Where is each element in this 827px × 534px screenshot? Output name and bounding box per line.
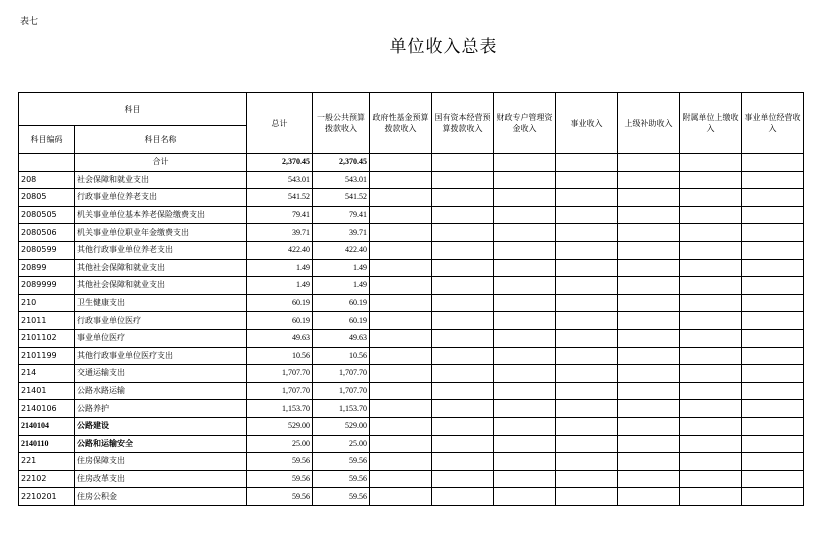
empty-cell <box>618 171 680 189</box>
empty-cell <box>680 206 742 224</box>
empty-cell <box>680 241 742 259</box>
empty-cell <box>556 171 618 189</box>
table-row <box>19 294 804 312</box>
empty-cell <box>432 171 494 189</box>
row-name: 卫生健康支出 <box>75 294 247 312</box>
empty-cell <box>494 241 556 259</box>
empty-cell <box>556 453 618 471</box>
row-total: 1,707.70 <box>247 365 313 383</box>
empty-cell <box>494 224 556 242</box>
empty-cell <box>618 470 680 488</box>
table-row <box>19 171 804 189</box>
row-total: 39.71 <box>247 224 313 242</box>
empty-cell <box>742 294 804 312</box>
row-total: 10.56 <box>247 347 313 365</box>
empty-cell <box>742 312 804 330</box>
empty-cell <box>680 154 742 172</box>
empty-cell <box>370 453 432 471</box>
empty-cell <box>432 329 494 347</box>
header-business: 事业收入 <box>556 93 618 154</box>
header-special-mgmt: 财政专户管理资金收入 <box>494 93 556 154</box>
empty-cell <box>680 277 742 295</box>
empty-cell <box>556 241 618 259</box>
table-row <box>19 470 804 488</box>
empty-cell <box>618 206 680 224</box>
empty-cell <box>742 417 804 435</box>
page-title: 单位收入总表 <box>389 37 498 57</box>
row-general: 1,153.70 <box>313 400 370 418</box>
empty-cell <box>742 259 804 277</box>
header-subject-code: 科目编码 <box>19 126 75 154</box>
row-total: 1.49 <box>247 277 313 295</box>
table-row <box>19 206 804 224</box>
empty-cell <box>680 347 742 365</box>
empty-cell <box>618 365 680 383</box>
empty-cell <box>556 294 618 312</box>
empty-cell <box>680 259 742 277</box>
empty-cell <box>556 417 618 435</box>
header-superior-subsidy: 上级补助收入 <box>618 93 680 154</box>
header-state-capital: 国有资本经营预算拨款收入 <box>432 93 494 154</box>
empty-cell <box>370 241 432 259</box>
empty-cell <box>742 470 804 488</box>
empty-cell <box>618 400 680 418</box>
empty-cell <box>432 206 494 224</box>
empty-cell <box>556 224 618 242</box>
row-code: 210 <box>19 294 75 312</box>
empty-cell <box>742 277 804 295</box>
row-name: 公路水路运输 <box>75 382 247 400</box>
row-code: 22102 <box>19 470 75 488</box>
empty-cell <box>494 189 556 207</box>
empty-cell <box>618 312 680 330</box>
empty-cell <box>556 435 618 453</box>
row-code: 2080506 <box>19 224 75 242</box>
row-name: 行政事业单位医疗 <box>75 312 247 330</box>
table-row <box>19 329 804 347</box>
row-general: 1,707.70 <box>313 365 370 383</box>
row-total: 543.01 <box>247 171 313 189</box>
row-general: 60.19 <box>313 294 370 312</box>
row-total: 422.40 <box>247 241 313 259</box>
empty-cell <box>742 154 804 172</box>
empty-cell <box>680 400 742 418</box>
empty-cell <box>432 382 494 400</box>
row-code: 214 <box>19 365 75 383</box>
empty-cell <box>370 312 432 330</box>
row-general: 59.56 <box>313 453 370 471</box>
row-code: 2101199 <box>19 347 75 365</box>
empty-cell <box>742 400 804 418</box>
row-name: 其他社会保障和就业支出 <box>75 277 247 295</box>
row-general: 39.71 <box>313 224 370 242</box>
empty-cell <box>618 241 680 259</box>
row-code: 21401 <box>19 382 75 400</box>
row-general: 79.41 <box>313 206 370 224</box>
row-code: 2210201 <box>19 488 75 506</box>
empty-cell <box>370 224 432 242</box>
total-general: 2,370.45 <box>313 154 370 172</box>
table-row <box>19 241 804 259</box>
row-code: 21011 <box>19 312 75 330</box>
row-general: 59.56 <box>313 488 370 506</box>
empty-cell <box>432 189 494 207</box>
row-code: 2140106 <box>19 400 75 418</box>
row-general: 25.00 <box>313 435 370 453</box>
table-row <box>19 277 804 295</box>
row-name: 其他社会保障和就业支出 <box>75 259 247 277</box>
empty-cell <box>494 400 556 418</box>
empty-cell <box>618 435 680 453</box>
empty-cell <box>742 189 804 207</box>
empty-cell <box>370 329 432 347</box>
empty-cell <box>432 488 494 506</box>
empty-cell <box>370 154 432 172</box>
row-total: 60.19 <box>247 294 313 312</box>
empty-cell <box>370 365 432 383</box>
total-label: 合计 <box>75 154 247 172</box>
row-name: 公路和运输安全 <box>75 435 247 453</box>
empty-cell <box>432 453 494 471</box>
row-total: 49.63 <box>247 329 313 347</box>
empty-cell <box>494 294 556 312</box>
empty-cell <box>618 277 680 295</box>
row-total: 541.52 <box>247 189 313 207</box>
row-name: 住房保障支出 <box>75 453 247 471</box>
empty-cell <box>680 417 742 435</box>
row-name: 交通运输支出 <box>75 365 247 383</box>
empty-cell <box>742 329 804 347</box>
empty-cell <box>494 171 556 189</box>
header-subsidiary-turnover: 附属单位上缴收入 <box>680 93 742 154</box>
empty-cell <box>494 259 556 277</box>
empty-cell <box>494 312 556 330</box>
empty-cell <box>618 294 680 312</box>
empty-cell <box>680 382 742 400</box>
empty-cell <box>556 329 618 347</box>
header-total: 总计 <box>247 93 313 154</box>
row-code: 2080505 <box>19 206 75 224</box>
empty-cell <box>432 435 494 453</box>
row-total: 60.19 <box>247 312 313 330</box>
empty-cell <box>432 241 494 259</box>
table-row <box>19 259 804 277</box>
empty-cell <box>618 329 680 347</box>
empty-cell <box>370 206 432 224</box>
table-row <box>19 400 804 418</box>
row-total: 529.00 <box>247 417 313 435</box>
table-row <box>19 312 804 330</box>
empty-cell <box>680 365 742 383</box>
row-general: 1.49 <box>313 259 370 277</box>
empty-cell <box>556 365 618 383</box>
empty-cell <box>370 488 432 506</box>
empty-cell <box>370 347 432 365</box>
row-name: 住房改革支出 <box>75 470 247 488</box>
empty-cell <box>432 154 494 172</box>
empty-cell <box>680 171 742 189</box>
empty-cell <box>370 294 432 312</box>
row-name: 机关事业单位基本养老保险缴费支出 <box>75 206 247 224</box>
row-general: 60.19 <box>313 312 370 330</box>
empty-cell <box>556 259 618 277</box>
empty-cell <box>556 206 618 224</box>
empty-cell <box>618 453 680 471</box>
empty-cell <box>742 435 804 453</box>
empty-cell <box>432 417 494 435</box>
table-row <box>19 417 804 435</box>
empty-cell <box>432 259 494 277</box>
empty-cell <box>556 312 618 330</box>
empty-cell <box>432 312 494 330</box>
empty-cell <box>742 453 804 471</box>
table-row <box>19 347 804 365</box>
empty-cell <box>556 488 618 506</box>
empty-cell <box>432 224 494 242</box>
empty-cell <box>556 470 618 488</box>
row-general: 59.56 <box>313 470 370 488</box>
header-subject-name: 科目名称 <box>75 126 247 154</box>
table-row <box>19 488 804 506</box>
row-name: 其他行政事业单位医疗支出 <box>75 347 247 365</box>
row-general: 1,707.70 <box>313 382 370 400</box>
empty-cell <box>432 347 494 365</box>
empty-cell <box>680 453 742 471</box>
row-code: 20805 <box>19 189 75 207</box>
empty-cell <box>494 417 556 435</box>
row-total: 59.56 <box>247 453 313 471</box>
header-subject: 科目 <box>19 93 247 126</box>
empty-cell <box>680 312 742 330</box>
empty-cell <box>556 189 618 207</box>
empty-cell <box>680 435 742 453</box>
empty-cell <box>370 470 432 488</box>
income-summary-table <box>18 92 804 506</box>
empty-cell <box>680 488 742 506</box>
empty-cell <box>618 154 680 172</box>
empty-cell <box>370 189 432 207</box>
empty-cell <box>680 329 742 347</box>
table-row <box>19 224 804 242</box>
empty-cell <box>618 259 680 277</box>
empty-cell <box>618 488 680 506</box>
table-row <box>19 453 804 471</box>
empty-cell <box>556 400 618 418</box>
empty-cell <box>742 206 804 224</box>
empty-cell <box>432 365 494 383</box>
row-total: 59.56 <box>247 470 313 488</box>
row-name: 公路建设 <box>75 417 247 435</box>
row-general: 529.00 <box>313 417 370 435</box>
row-name: 其他行政事业单位养老支出 <box>75 241 247 259</box>
row-code: 2101102 <box>19 329 75 347</box>
empty-cell <box>370 259 432 277</box>
total-code-cell <box>19 154 75 172</box>
empty-cell <box>432 294 494 312</box>
table-row <box>19 365 804 383</box>
empty-cell <box>370 417 432 435</box>
row-general: 10.56 <box>313 347 370 365</box>
empty-cell <box>680 294 742 312</box>
empty-cell <box>370 435 432 453</box>
row-name: 机关事业单位职业年金缴费支出 <box>75 224 247 242</box>
empty-cell <box>742 171 804 189</box>
empty-cell <box>556 154 618 172</box>
header-gov-fund: 政府性基金预算拨款收入 <box>370 93 432 154</box>
empty-cell <box>742 241 804 259</box>
row-general: 541.52 <box>313 189 370 207</box>
total-amount: 2,370.45 <box>247 154 313 172</box>
empty-cell <box>370 277 432 295</box>
row-name: 行政事业单位养老支出 <box>75 189 247 207</box>
empty-cell <box>618 417 680 435</box>
row-code: 2140110 <box>19 435 75 453</box>
empty-cell <box>556 382 618 400</box>
row-code: 2080599 <box>19 241 75 259</box>
empty-cell <box>680 224 742 242</box>
total-row <box>19 154 804 172</box>
row-general: 49.63 <box>313 329 370 347</box>
row-total: 1.49 <box>247 259 313 277</box>
table-row <box>19 435 804 453</box>
empty-cell <box>494 206 556 224</box>
row-total: 79.41 <box>247 206 313 224</box>
empty-cell <box>618 224 680 242</box>
row-name: 公路养护 <box>75 400 247 418</box>
row-total: 59.56 <box>247 488 313 506</box>
empty-cell <box>680 470 742 488</box>
empty-cell <box>494 488 556 506</box>
row-total: 25.00 <box>247 435 313 453</box>
empty-cell <box>680 189 742 207</box>
row-code: 208 <box>19 171 75 189</box>
empty-cell <box>370 400 432 418</box>
empty-cell <box>742 365 804 383</box>
empty-cell <box>494 470 556 488</box>
header-operation: 事业单位经营收入 <box>742 93 804 154</box>
empty-cell <box>494 347 556 365</box>
row-name: 住房公积金 <box>75 488 247 506</box>
empty-cell <box>432 400 494 418</box>
empty-cell <box>494 277 556 295</box>
table-row <box>19 382 804 400</box>
empty-cell <box>432 470 494 488</box>
row-general: 543.01 <box>313 171 370 189</box>
row-general: 1.49 <box>313 277 370 295</box>
empty-cell <box>494 365 556 383</box>
empty-cell <box>618 189 680 207</box>
row-code: 20899 <box>19 259 75 277</box>
header-general-budget: 一般公共预算拨款收入 <box>313 93 370 154</box>
row-name: 事业单位医疗 <box>75 329 247 347</box>
empty-cell <box>494 154 556 172</box>
row-code: 2089999 <box>19 277 75 295</box>
empty-cell <box>494 435 556 453</box>
empty-cell <box>742 488 804 506</box>
row-total: 1,153.70 <box>247 400 313 418</box>
empty-cell <box>742 224 804 242</box>
empty-cell <box>494 382 556 400</box>
empty-cell <box>618 382 680 400</box>
row-name: 社会保障和就业支出 <box>75 171 247 189</box>
row-code: 221 <box>19 453 75 471</box>
empty-cell <box>618 347 680 365</box>
empty-cell <box>556 277 618 295</box>
row-code: 2140104 <box>19 417 75 435</box>
empty-cell <box>742 382 804 400</box>
table-number: 表七 <box>20 17 39 27</box>
empty-cell <box>494 329 556 347</box>
empty-cell <box>370 171 432 189</box>
row-general: 422.40 <box>313 241 370 259</box>
row-total: 1,707.70 <box>247 382 313 400</box>
empty-cell <box>556 347 618 365</box>
table-row <box>19 189 804 207</box>
empty-cell <box>370 382 432 400</box>
empty-cell <box>742 347 804 365</box>
empty-cell <box>494 453 556 471</box>
empty-cell <box>432 277 494 295</box>
